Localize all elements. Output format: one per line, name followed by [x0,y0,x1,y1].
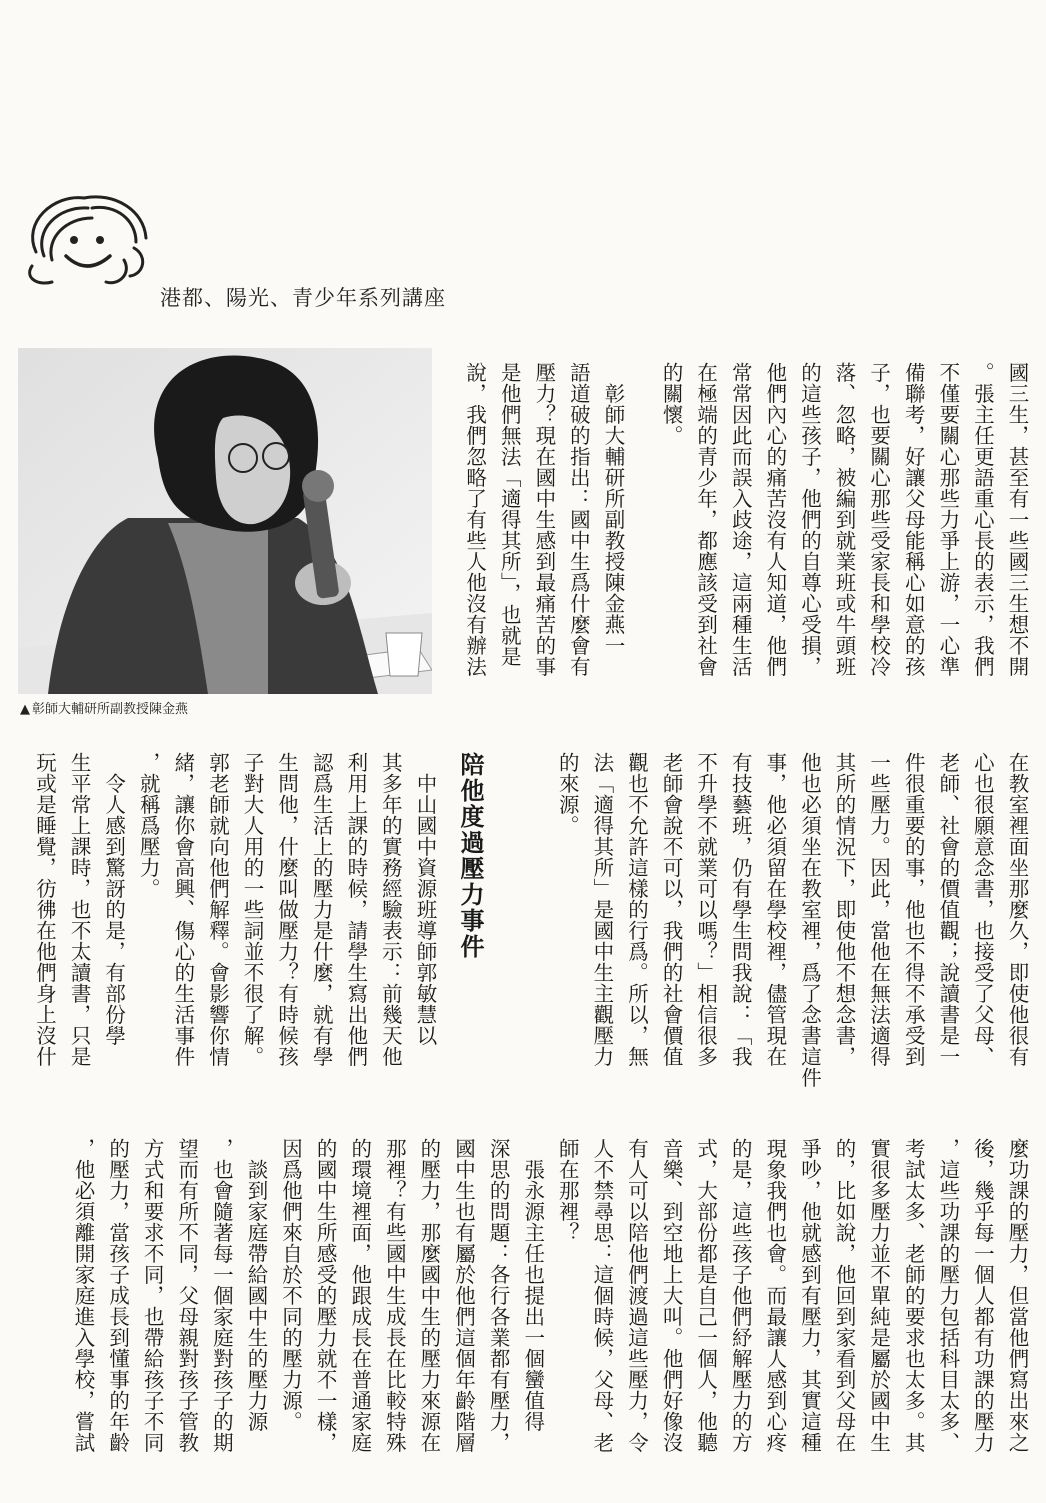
smiling-sun-logo-icon [14,182,164,302]
series-title: 港都、陽光、青少年系列講座 [160,286,446,310]
article-top-left-text: 彰師大輔研所副教授陳金燕一 語道破的指出：國中生爲什麼會有 壓力？現在國中生感到最痛苦的事 是他們無法「適得其所」，也就是 說，我們忽略了有些人他沒有辦法 [462,362,625,677]
photo-caption [20,698,188,717]
article-middle-right-text: 在教室裡面坐那麼久，即使他很有 心也很願意念書，也接受了父母、 老師、社會的價值觀；說讀書是一 件很重要的事，他也不得不承受到 一些壓力。因此，當他在無法適得 其所的情況下，即使他不想念書， 他也必須坐在教室裡，爲了念書這件 事，他必須留在學校裡，儘管現在 有技藝班，仍有學生問我說：「我 不升學不就業可以嗎？」相信很多 老師會說不可以，我們的社會價值 觀也不允許這樣的行爲。所以，無 法「適得其所」是國中生主觀壓力 的來源。 [555,752,1029,1088]
photo-caption-text: 彰師大輔研所副教授陳金燕 [32,702,189,717]
article-bottom-text: 麼功課的壓力，但當他們寫出來之 後，幾乎每一個人都有功課的壓力 ，這些功課的壓力包括科目太多、 考試太多、老師的要求也太多。其 實很多壓力並不單純是屬於國中生 的，比如說，他回到家看到父母在 爭吵，他就感到有壓力，其實這種 現象我們也會。而最讓人感到心疼 的是，這些孩子他們紓解壓力的方 式，大部份都是自己一個人，他聽 音樂、到空地上大叫。他們好像沒 有人可以陪他們渡過這些壓力，令 人不禁尋思：這個時候，父母、老 師在那裡？ 張永源主任也提出一個蠻值得 深思的問題：各行各業都有壓力， 國中生也有屬於他們這個年齡階層 的壓力，那麼國中生的壓力來源在 那裡？有些國中生成長在比較特殊 的環境裡面，他跟成長在普通家庭 的國中生所感受的壓力就不一樣， 因爲他們來自於不同的壓力源。 談到家庭帶給國中生的壓力源 ，也會隨著每一個家庭對孩子的期 望而有所不同，父母親對孩子管教 方式和要求不同，也帶給孩子不同 的壓力，當孩子成長到懂事的年齡 ，他必須離開家庭進入學校，嘗試 [70,1138,1029,1453]
speaker-photo [18,348,432,694]
article-middle-left-text: 中山國中資源班導師郭敏慧以 其多年的實務經驗表示：前幾天他 利用上課的時候，請學生寫出他們 認爲生活上的壓力是什麼，就有學 生問他，什麼叫做壓力？有時候孩 子對大人用的一些詞並不很了解。 郭老師就向他們解釋。會影響你情 緒，讓你會高興、傷心的生活事件 ，就稱爲壓力。 令人感到驚訝的是，有部份學 生平常上課時，也不太讀書，只是 玩或是睡覺，彷彿在他們身上沒什 [32,752,437,1067]
article-top-right-text: 國三生，甚至有一些國三生想不開 。張主任更語重心長的表示，我們 不僅要關心那些力爭上游，一心準 備聯考，好讓父母能稱心如意的孩 子，也要關心那些受家長和學校冷 落、忽略，被編到就業班或牛頭班 的這些孩子，他們的自尊心受損， 他們內心的痛苦沒有人知道，他們 常常因此而誤入歧途，這兩種生活 在極端的青少年，都應該受到社會 的關懷。 [659,362,1029,677]
section-heading: 陪他度過壓力事件 [456,752,484,960]
caption-marker: ▲ [20,702,30,717]
